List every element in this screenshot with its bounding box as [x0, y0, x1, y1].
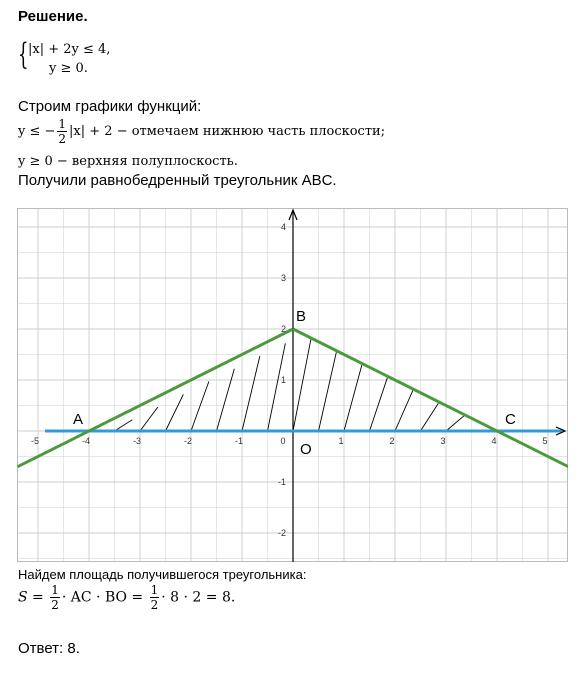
hatch-line: [446, 416, 464, 431]
y-tick-label: 1: [280, 375, 286, 385]
hatch-line: [395, 390, 413, 431]
formula-fraction-1-denominator: 2: [51, 598, 59, 612]
x-tick-label: -1: [234, 436, 244, 446]
inequality-1: [18, 118, 385, 145]
y-tick-label: 2: [280, 324, 286, 334]
y-tick-label: 3: [280, 273, 286, 283]
inequality-1-denominator: 2: [58, 132, 67, 146]
hatch-line: [421, 403, 439, 431]
formula-fraction-2-denominator: 2: [150, 598, 159, 612]
hatch-line: [115, 420, 133, 431]
point-label-b: B: [296, 308, 307, 325]
hatch-line: [217, 369, 235, 431]
x-tick-label: -2: [183, 436, 193, 446]
inequality-2: y ≥ 0 − верхняя полуплоскость.: [18, 154, 238, 169]
formula-fraction-1-numerator: 1: [51, 583, 59, 597]
hatch-line: [370, 378, 388, 431]
formula-fraction-2-numerator: 1: [150, 583, 159, 597]
hatch-line: [140, 407, 158, 431]
system-brace: {: [18, 37, 29, 72]
hatch-line: [242, 356, 260, 431]
coordinate-graph: [17, 208, 568, 562]
formula-fraction-1: [50, 584, 60, 611]
hatch-line: [293, 339, 311, 431]
point-label-o: O: [300, 441, 312, 458]
y-tick-label: -1: [277, 477, 286, 487]
y-tick-label: -2: [277, 528, 286, 538]
hatch-line: [191, 382, 209, 431]
formula-mid: · AC · BO =: [61, 589, 148, 606]
solution-heading: Решение.: [18, 8, 88, 25]
hatch-line: [319, 352, 337, 431]
hatch-line: [344, 365, 362, 431]
line-left: [18, 329, 293, 467]
x-tick-label: 3: [440, 436, 446, 446]
x-tick-label: 2: [389, 436, 395, 446]
triangle-note: Получили равнобедренный треугольник ABC.: [18, 172, 337, 189]
point-label-c: C: [505, 411, 516, 428]
x-tick-label: 1: [338, 436, 344, 446]
inequality-1-lhs: y ≤ −: [18, 124, 56, 139]
x-tick-label: -4: [81, 436, 91, 446]
x-tick-label: 0: [280, 436, 286, 446]
formula-fraction-2: [150, 584, 160, 611]
x-tick-label: 5: [542, 436, 548, 446]
formula-s: S =: [18, 589, 49, 606]
inequality-1-rhs: |x| + 2 − отмечаем нижнюю часть плоскости;: [69, 124, 386, 139]
x-tick-label: -3: [132, 436, 142, 446]
inequality-1-fraction: [57, 118, 67, 145]
answer-text: Ответ: 8.: [18, 640, 80, 657]
hatch-line: [268, 343, 286, 431]
y-tick-label: 4: [280, 222, 286, 232]
intro-text: Строим графики функций:: [18, 98, 202, 115]
x-tick-label: 4: [491, 436, 497, 446]
system-line-1: |x| + 2y ≤ 4,: [28, 42, 111, 57]
area-formula: [18, 584, 235, 611]
x-tick-label: -5: [30, 436, 40, 446]
formula-end: · 8 · 2 = 8.: [161, 589, 236, 606]
area-text: Найдем площадь получившегося треугольника:: [18, 567, 307, 582]
hatch-line: [166, 394, 184, 431]
line-right: [293, 329, 568, 467]
inequality-1-numerator: 1: [58, 117, 67, 131]
system-line-2: y ≥ 0.: [49, 61, 88, 76]
point-label-a: A: [73, 411, 84, 428]
